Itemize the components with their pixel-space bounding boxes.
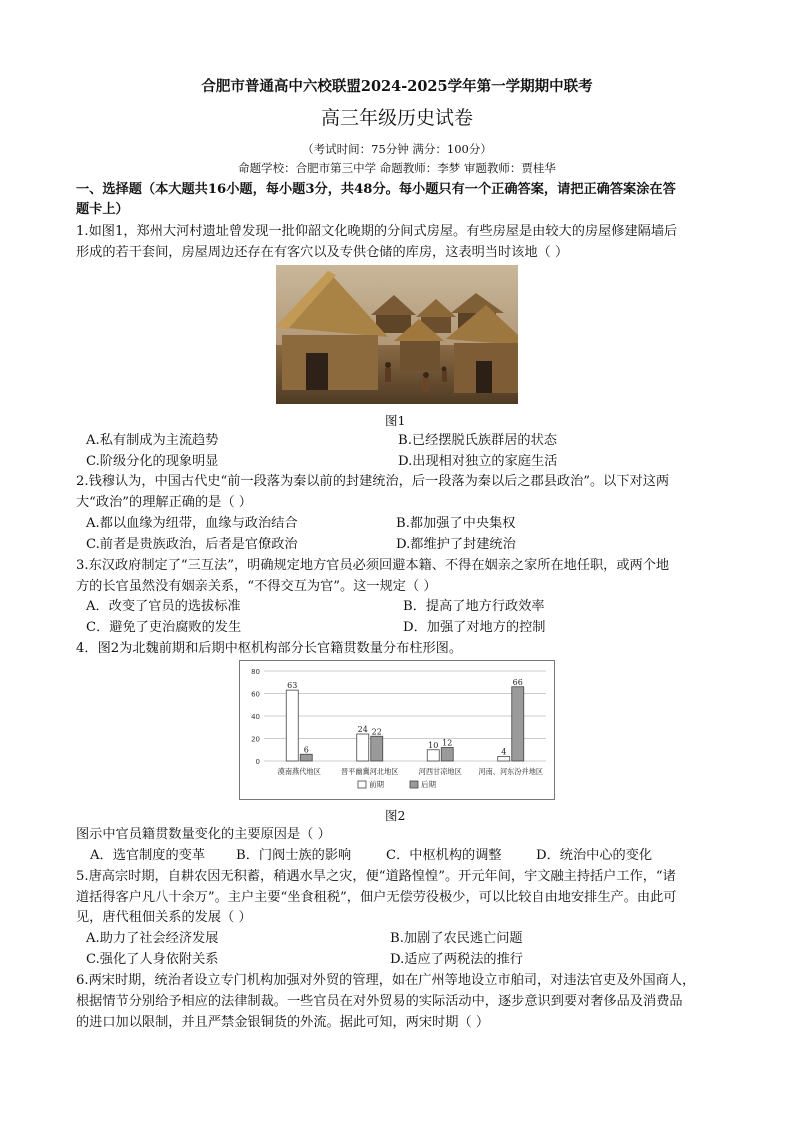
q5-option-b[interactable]: B.加剧了农民逃亡问题 <box>390 931 523 946</box>
q2-option-b[interactable]: B.都加强了中央集权 <box>396 516 516 531</box>
data-label: 24 <box>357 725 368 734</box>
section-heading-cont: 题卡上） <box>76 202 129 217</box>
exam-info: （考试时间：75分钟 满分：100分） <box>302 142 492 156</box>
q1-option-c[interactable]: C.阶级分化的现象明显 <box>86 454 219 469</box>
q4-option-b[interactable]: B．门阀士族的影响 <box>236 848 352 863</box>
figure1-caption: 图1 <box>385 413 406 428</box>
exam-subtitle: 高三年级历史试卷 <box>320 108 473 128</box>
bar-early <box>498 757 510 762</box>
y-tick-label: 0 <box>255 758 260 766</box>
exam-setters: 命题学校：合肥市第三中学 命题教师：李梦 审题教师：贾桂华 <box>238 161 556 175</box>
q5-stem-2: 道括得客户凡八十余万”。主户主要“坐食租税”，佃户无偿劳役极少，可以比较自由地安排生产。由此可 <box>76 890 677 905</box>
exam-title: 合肥市普通高中六校联盟2024-2025学年第一学期期中联考 <box>201 78 593 95</box>
q3-stem-2: 方的长官虽然没有姻亲关系，“不得交互为官”。这一规定（ ） <box>76 579 437 594</box>
bar-late <box>512 687 524 761</box>
q1-stem-1: 1.如图1，郑州大河村遗址曾发现一批仰韶文化晚期的分间式房屋。有些房屋是由较大的房屋修建隔墙后 <box>76 224 678 239</box>
bar-early <box>427 750 439 761</box>
category-label: 晋平幽冀河北地区 <box>340 767 399 776</box>
bar-chart <box>240 661 554 799</box>
category-label: 漠南燕代地区 <box>277 767 321 776</box>
data-label: 63 <box>287 681 298 691</box>
legend-swatch <box>358 781 366 788</box>
q4-option-d[interactable]: D．统治中心的变化 <box>536 848 653 863</box>
bar-early <box>357 734 369 761</box>
category-label: 河南、河东汾并地区 <box>478 767 544 776</box>
q6-stem-2: 根据情节分别给予相应的法律制裁。一些官员在对外贸易的实际活动中，逐步意识到要对奢侈品及消费品 <box>76 994 683 1009</box>
figure2-chart <box>239 660 555 800</box>
q4-option-c[interactable]: C．中枢机构的调整 <box>386 848 502 863</box>
legend-label: 后期 <box>421 780 436 789</box>
q1-option-b[interactable]: B.已经摆脱氏族群居的状态 <box>398 433 557 448</box>
q6-stem-1: 6.两宋时期，统治者设立专门机构加强对外贸的管理，如在广州等地设立市舶司，对违法官吏及外国商人， <box>76 973 696 988</box>
q3-option-c[interactable]: C．避免了吏治腐败的发生 <box>86 620 242 635</box>
q4-stem-2: 图示中官员籍贯数量变化的主要原因是（ ） <box>76 827 331 842</box>
q3-option-b[interactable]: B．提高了地方行政效率 <box>403 599 545 614</box>
y-tick-label: 20 <box>251 735 260 744</box>
q3-stem-1: 3.东汉政府制定了“三互法”，明确规定地方官员必须回避本籍、不得在姻亲之家所在地任职，或两个地 <box>76 558 670 573</box>
y-tick-label: 80 <box>251 668 260 676</box>
q5-option-a[interactable]: A.助力了社会经济发展 <box>86 931 219 946</box>
data-label: 10 <box>428 740 439 750</box>
q4-stem-1: 4．图2为北魏前期和后期中枢机构部分长官籍贯数量分布柱形图。 <box>76 641 463 656</box>
q2-option-c[interactable]: C.前者是贵族政治，后者是官僚政治 <box>86 537 298 552</box>
q3-option-d[interactable]: D．加强了对地方的控制 <box>403 620 546 635</box>
q2-stem-2: 大“政治”的理解正确的是（ ） <box>76 495 252 510</box>
data-label: 6 <box>303 745 309 755</box>
bar-late <box>441 748 453 762</box>
q5-option-d[interactable]: D.适应了两税法的推行 <box>390 952 523 967</box>
data-label: 12 <box>442 738 453 748</box>
category-label: 河西甘凉地区 <box>418 767 462 776</box>
village-illustration <box>276 265 518 404</box>
q2-stem-1: 2.钱穆认为，中国古代史“前一段落为秦以前的封建统治，后一段落为秦以后之郡县政治”。以下对这两 <box>76 474 670 489</box>
q5-option-c[interactable]: C.强化了人身依附关系 <box>86 952 219 967</box>
figure2-caption: 图2 <box>385 808 406 823</box>
q4-option-a[interactable]: A．选官制度的变革 <box>90 848 206 863</box>
q2-option-a[interactable]: A.都以血缘为纽带，血缘与政治结合 <box>86 516 298 531</box>
q5-stem-1: 5.唐高宗时期，自耕农因无积蓄，稍遇水旱之灾，便“道路惶惶”。开元年间，宇文融主持括户工作，“诸 <box>76 869 676 884</box>
bar-late <box>300 754 312 761</box>
legend-label: 前期 <box>369 780 384 789</box>
q5-stem-3: 见，唐代租佃关系的发展（ ） <box>76 910 252 925</box>
bar-late <box>371 736 383 761</box>
y-tick-label: 40 <box>251 713 260 721</box>
bar-early <box>286 690 298 761</box>
q1-option-d[interactable]: D.出现相对独立的家庭生活 <box>398 454 558 469</box>
q3-option-a[interactable]: A．改变了官员的选拔标准 <box>86 599 241 614</box>
data-label: 66 <box>512 677 523 687</box>
y-tick-label: 60 <box>251 690 260 699</box>
q2-option-d[interactable]: D.都维护了封建统治 <box>396 537 516 552</box>
section-heading: 一、选择题（本大题共16小题，每小题3分，共48分。每小题只有一个正确答案，请把正确答案涂在答 <box>76 182 676 197</box>
data-label: 22 <box>371 727 382 737</box>
q1-stem-2: 形成的若干套间，房屋周边还存在有客穴以及专供仓储的库房，这表明当时该地（ ） <box>76 245 569 260</box>
q1-option-a[interactable]: A.私有制成为主流趋势 <box>86 433 219 448</box>
data-label: 4 <box>501 747 507 757</box>
q6-stem-3: 的进口加以限制，并且严禁金银铜货的外流。据此可知，两宋时期（ ） <box>76 1015 490 1030</box>
legend-swatch <box>410 781 418 788</box>
